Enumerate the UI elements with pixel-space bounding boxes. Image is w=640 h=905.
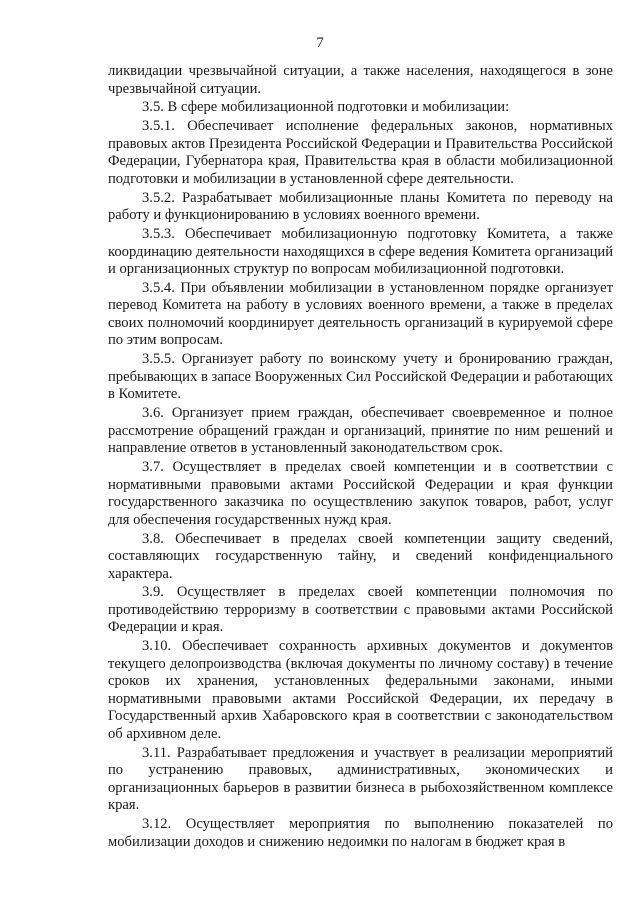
paragraph-3-5-2: 3.5.2. Разрабатывает мобилизационные планы Комитета по переводу на работу и функционированию в условиях военного времени. (108, 189, 613, 224)
page-number: 7 (316, 35, 324, 51)
paragraph-3-5-4: 3.5.4. При объявлении мобилизации в установленном порядке организует перевод Комитета на работу в условиях военного времени, а также в пределах своих полномочий координирует деятельность организаций в курируемой сфере по этим вопросам. (108, 279, 613, 349)
paragraph-continuation: ликвидации чрезвычайной ситуации, а также населения, находящегося в зоне чрезвычайной ситуации. (108, 63, 613, 97)
paragraph-3-9: 3.9. Осуществляет в пределах своей компетенции полномочия по противодействию терроризму в соответствии с правовыми актами Российской Федерации и края. (108, 584, 613, 636)
paragraph-3-5-1: 3.5.1. Обеспечивает исполнение федеральных законов, нормативных правовых актов Президента Российской Федерации и Правительства Российской Федерации, Губернатора края, Правительства края в области мобилизационной подготовки и мобилизации в установленной сфере деятельности. (108, 118, 613, 187)
paragraph-3-6: 3.6. Организует прием граждан, обеспечивает своевременное и полное рассмотрение обращений граждан и организаций, принятие по ним решений и направление ответов в установленный законодательством срок. (108, 405, 613, 457)
paragraph-3-8: 3.8. Обеспечивает в пределах своей компетенции защиту сведений, составляющих государственную тайну, и сведений конфиденциального характера. (108, 530, 613, 582)
document-body (108, 63, 613, 852)
paragraph-3-7: 3.7. Осуществляет в пределах своей компетенции и в соответствии с нормативными правовыми актами Российской Федерации и края функции государственного заказчика по осуществлению закупок товаров, работ, услуг для обеспечения государственных нужд края. (108, 459, 613, 528)
paragraph-3-5: 3.5. В сфере мобилизационной подготовки и мобилизации: (142, 99, 510, 116)
paragraph-3-12: 3.12. Осуществляет мероприятия по выполнению показателей по мобилизации доходов и снижению недоимки по налогам в бюджет края в (108, 816, 613, 850)
paragraph-3-5-3: 3.5.3. Обеспечивает мобилизационную подготовку Комитета, а также координацию деятельности находящихся в сфере ведения Комитета организаций и организационных структур по вопросам мобилизационной подготовки. (108, 226, 613, 278)
paragraph-3-5-5: 3.5.5. Организует работу по воинскому учету и бронированию граждан, пребывающих в запасе Вооруженных Сил Российской Федерации и работающих в Комитете. (108, 351, 613, 403)
paragraph-3-11: 3.11. Разрабатывает предложения и участвует в реализации мероприятий по устранению правовых, административных, экономических и организационных барьеров в развитии бизнеса в рыбохозяйственном комплексе края. (108, 744, 613, 814)
paragraph-3-10: 3.10. Обеспечивает сохранность архивных документов и документов текущего делопроизводства (включая документы по личному составу) в течение сроков их хранения, установленных федеральными законами, иными нормативными правовыми актами Российской Федерации, их передачу в Государственный архив Хабаровского края в соответствии с законодательством об архивном деле. (108, 638, 613, 742)
